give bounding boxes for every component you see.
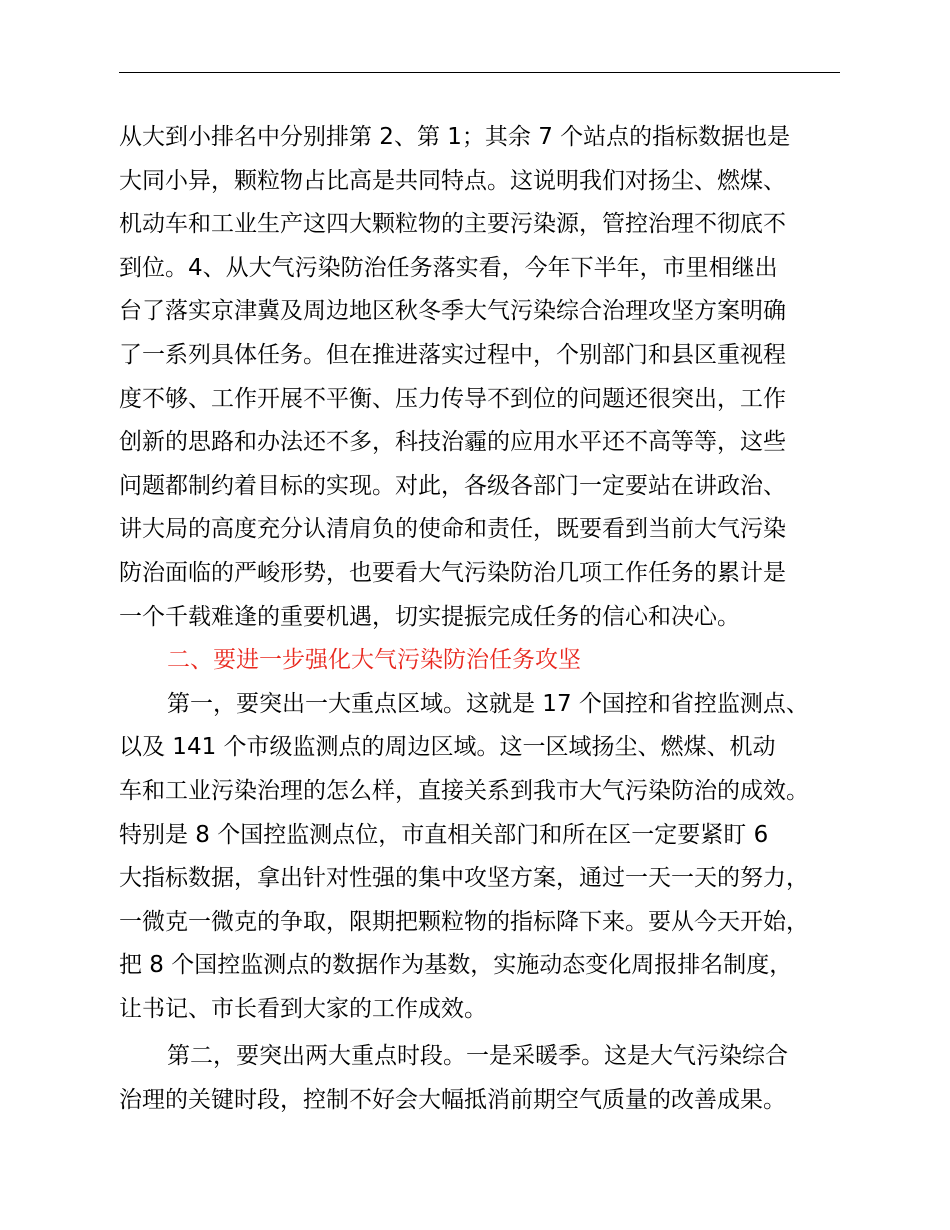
text-line: 到位。4、从大气污染防治任务落实看，今年下半年，市里相继出 [119,254,778,281]
text-line: 度不够、工作开展不平衡、压力传导不到位的问题还很突出，工作 [119,385,786,412]
text-line: 讲大局的高度充分认清肩负的使命和责任，既要看到当前大气污染 [119,516,786,543]
text-line: 机动车和工业生产这四大颗粒物的主要污染源，管控治理不彻底不 [119,211,786,238]
text-line: 一微克一微克的争取，限期把颗粒物的指标降下来。要从今天开始， [119,908,809,935]
text-line: 以及 141 个市级监测点的周边区域。这一区域扬尘、燃煤、机动 [119,734,776,761]
paragraph-first-line: 第一，要突出一大重点区域。这就是 17 个国控和省控监测点、 [167,690,809,717]
document-body [119,116,879,1123]
text-line: 台了落实京津冀及周边地区秋冬季大气污染综合治理攻坚方案明确 [119,298,786,325]
text-line: 大指标数据，拿出针对性强的集中攻坚方案，通过一天一天的努力， [119,865,809,892]
text-line: 车和工业污染治理的怎么样，直接关系到我市大气污染防治的成效。 [119,777,809,804]
paragraph-first-line: 第二，要突出两大重点时段。一是采暖季。这是大气污染综合 [167,1043,788,1070]
section-heading: 二、要进一步强化大气污染防治任务攻坚 [167,647,581,674]
text-line: 治理的关键时段，控制不好会大幅抵消前期空气质量的改善成果。 [119,1087,786,1114]
text-line: 防治面临的严峻形势，也要看大气污染防治几项工作任务的累计是 [119,559,786,586]
text-line: 问题都制约着目标的实现。对此，各级各部门一定要站在讲政治、 [119,472,786,499]
text-line: 让书记、市长看到大家的工作成效。 [119,995,487,1022]
text-line: 创新的思路和办法还不多，科技治霾的应用水平还不高等等，这些 [119,429,786,456]
header-rule [119,72,840,73]
text-line: 大同小异，颗粒物占比高是共同特点。这说明我们对扬尘、燃煤、 [119,167,786,194]
text-line: 把 8 个国控监测点的数据作为基数，实施动态变化周报排名制度， [119,952,793,979]
text-line: 一个千载难逢的重要机遇，切实提振完成任务的信心和决心。 [119,603,740,630]
text-line: 了一系列具体任务。但在推进落实过程中，个别部门和县区重视程 [119,341,786,368]
text-line: 从大到小排名中分别排第 2、第 1；其余 7 个站点的指标数据也是 [119,124,791,150]
text-line: 特别是 8 个国控监测点位，市直相关部门和所在区一定要紧盯 6 [119,821,769,848]
